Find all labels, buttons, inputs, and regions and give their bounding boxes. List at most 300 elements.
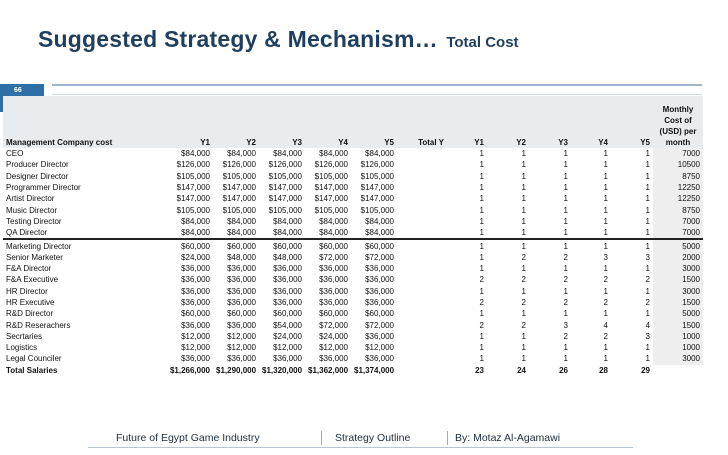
year-cost-cell: $72,000 — [365, 252, 394, 262]
year-cost-cell: $36,000 — [365, 275, 394, 285]
headcount-cell: 1 — [563, 194, 568, 204]
total-y-cell — [397, 193, 447, 204]
year-cost-cell: $147,000 — [314, 194, 348, 204]
header-count-y2: Y2 — [487, 96, 529, 148]
year-cost-cell: $36,000 — [273, 354, 302, 364]
row-name: F&A Director — [6, 264, 52, 274]
row-name: R&D Director — [6, 309, 54, 319]
headcount-cell: 2 — [521, 320, 526, 330]
total-headcount-cell: 26 — [559, 365, 568, 375]
header-count-y1: Y1 — [447, 96, 487, 148]
headcount-cell: 3 — [645, 331, 650, 341]
year-cost-cell: $84,000 — [351, 227, 397, 239]
year-cost-cell: $84,000 — [319, 149, 348, 159]
year-cost-cell: $105,000 — [222, 205, 256, 215]
year-cost-cell: $12,000 — [227, 331, 256, 341]
total-y-cell — [397, 182, 447, 193]
monthly-cost-cell: 1500 — [653, 319, 703, 330]
monthly-cost-cell: 8750 — [653, 204, 703, 215]
row-name: Programmer Director — [6, 183, 81, 193]
monthly-cost-cell: 5000 — [653, 239, 703, 251]
headcount-cell: 2 — [479, 298, 484, 307]
year-cost-cell: $105,000 — [176, 171, 210, 181]
headcount-cell: 1 — [479, 354, 484, 364]
headcount-cell: 1 — [521, 149, 526, 159]
total-y-cell — [397, 171, 447, 182]
monthly-cost-cell: 12250 — [653, 193, 703, 204]
headcount-cell: 2 — [563, 275, 568, 285]
year-cost-cell: $84,000 — [365, 216, 394, 226]
year-cost-cell: $60,000 — [273, 241, 302, 251]
year-cost-cell: $147,000 — [176, 194, 210, 204]
headcount-cell: 1 — [521, 264, 526, 274]
total-year-cell: $1,374,000 — [354, 365, 395, 375]
year-cost-cell: $36,000 — [273, 286, 302, 296]
total-year-cell: $1,290,000 — [216, 365, 257, 375]
total-headcount-cell: 29 — [641, 365, 650, 375]
headcount-cell: 1 — [479, 309, 484, 319]
row-name: HR Executive — [6, 298, 55, 307]
row-name: QA Director — [3, 227, 163, 239]
headcount-cell: 1 — [563, 160, 568, 170]
headcount-cell: 1 — [479, 343, 484, 353]
headcount-cell: 1 — [563, 264, 568, 274]
year-cost-cell: $84,000 — [273, 216, 302, 226]
year-cost-cell: $36,000 — [181, 298, 210, 307]
headcount-cell: 1 — [603, 286, 608, 296]
headcount-cell: 1 — [479, 264, 484, 274]
footer-right: By: Motaz Al-Agamawi — [455, 432, 561, 444]
year-cost-cell: $36,000 — [181, 275, 210, 285]
table-row — [3, 171, 703, 182]
year-cost-cell: $60,000 — [365, 241, 394, 251]
row-name: HR Director — [6, 286, 48, 296]
year-cost-cell: $36,000 — [181, 264, 210, 274]
headcount-cell: 1 — [645, 309, 650, 319]
total-y-cell — [397, 353, 447, 364]
year-cost-cell: $36,000 — [319, 286, 348, 296]
year-cost-cell: $84,000 — [273, 149, 302, 159]
year-cost-cell: $60,000 — [273, 309, 302, 319]
headcount-cell: 2 — [479, 320, 484, 330]
headcount-cell: 1 — [479, 194, 484, 204]
year-cost-cell: $60,000 — [181, 241, 210, 251]
headcount-cell: 1 — [479, 241, 484, 251]
header-total-y: Total Y — [397, 96, 447, 148]
headcount-cell: 2 — [521, 252, 526, 262]
headcount-cell: 4 — [603, 320, 608, 330]
table-row — [3, 308, 703, 319]
total-headcount-cell: 24 — [517, 365, 526, 375]
footer-left: Future of Egypt Game Industry — [116, 432, 260, 444]
monthly-cost-cell: 10500 — [653, 159, 703, 170]
total-y-cell — [397, 308, 447, 319]
total-monthly-cell — [653, 365, 703, 376]
headcount-cell: 1 — [563, 241, 568, 251]
headcount-cell: 2 — [603, 298, 608, 307]
year-cost-cell: $126,000 — [360, 160, 394, 170]
headcount-cell: 1 — [479, 216, 484, 226]
headcount-cell: 1 — [571, 227, 611, 239]
headcount-cell: 1 — [603, 264, 608, 274]
table-row — [3, 286, 703, 297]
total-y-cell — [397, 365, 447, 376]
headcount-cell: 1 — [563, 343, 568, 353]
headcount-cell: 2 — [645, 298, 650, 307]
row-name: Artist Director — [6, 194, 55, 204]
cost-table — [3, 96, 703, 376]
headcount-cell: 1 — [603, 205, 608, 215]
slide-title — [38, 26, 519, 53]
headcount-cell: 1 — [603, 194, 608, 204]
table-row — [3, 193, 703, 204]
year-cost-cell: $126,000 — [314, 160, 348, 170]
monthly-cost-cell: 3000 — [653, 263, 703, 274]
headcount-cell: 1 — [603, 354, 608, 364]
headcount-cell: 1 — [611, 227, 653, 239]
row-name: Legal Counciler — [6, 354, 62, 364]
headcount-cell: 1 — [645, 171, 650, 181]
headcount-cell: 1 — [487, 227, 529, 239]
monthly-cost-cell: 3000 — [653, 353, 703, 364]
header-count-y5: Y5 — [611, 96, 653, 148]
monthly-cost-cell: 5000 — [653, 308, 703, 319]
headcount-cell: 1 — [603, 216, 608, 226]
table-row — [3, 263, 703, 274]
year-cost-cell: $24,000 — [273, 331, 302, 341]
total-y-cell — [397, 319, 447, 330]
headcount-cell: 1 — [563, 183, 568, 193]
total-y-cell — [397, 239, 447, 251]
year-cost-cell: $105,000 — [314, 171, 348, 181]
title-subtitle: Total Cost — [446, 34, 519, 51]
headcount-cell: 1 — [563, 354, 568, 364]
year-cost-cell: $36,000 — [365, 264, 394, 274]
year-cost-cell: $12,000 — [181, 331, 210, 341]
headcount-cell: 1 — [603, 149, 608, 159]
year-cost-cell: $147,000 — [222, 194, 256, 204]
header-y3: Y3 — [259, 96, 305, 148]
year-cost-cell: $12,000 — [319, 343, 348, 353]
headcount-cell: 3 — [603, 252, 608, 262]
table-row — [3, 227, 703, 239]
table-row — [3, 204, 703, 215]
table-row — [3, 331, 703, 342]
year-cost-cell: $84,000 — [305, 227, 351, 239]
headcount-cell: 1 — [479, 286, 484, 296]
headcount-cell: 2 — [521, 298, 526, 307]
headcount-cell: 1 — [521, 331, 526, 341]
header-y4: Y4 — [305, 96, 351, 148]
year-cost-cell: $48,000 — [273, 252, 302, 262]
year-cost-cell: $36,000 — [181, 286, 210, 296]
headcount-cell: 1 — [645, 264, 650, 274]
year-cost-cell: $84,000 — [365, 149, 394, 159]
year-cost-cell: $147,000 — [268, 183, 302, 193]
headcount-cell: 1 — [645, 354, 650, 364]
headcount-cell: 1 — [603, 309, 608, 319]
monthly-cost-cell: 1000 — [653, 342, 703, 353]
headcount-cell: 1 — [521, 343, 526, 353]
year-cost-cell: $84,000 — [181, 216, 210, 226]
year-cost-cell: $126,000 — [222, 160, 256, 170]
header-count-y4: Y4 — [571, 96, 611, 148]
year-cost-cell: $60,000 — [227, 309, 256, 319]
table-row — [3, 342, 703, 353]
table-row — [3, 297, 703, 308]
year-cost-cell: $36,000 — [227, 286, 256, 296]
year-cost-cell: $60,000 — [319, 241, 348, 251]
year-cost-cell: $105,000 — [268, 205, 302, 215]
headcount-cell: 1 — [529, 227, 571, 239]
header-y2: Y2 — [213, 96, 259, 148]
year-cost-cell: $12,000 — [181, 343, 210, 353]
year-cost-cell: $84,000 — [181, 149, 210, 159]
year-cost-cell: $105,000 — [222, 171, 256, 181]
year-cost-cell: $84,000 — [259, 227, 305, 239]
total-y-cell — [397, 227, 447, 239]
headcount-cell: 1 — [479, 171, 484, 181]
monthly-cost-cell: 1500 — [653, 274, 703, 285]
year-cost-cell: $105,000 — [314, 205, 348, 215]
year-cost-cell: $36,000 — [319, 275, 348, 285]
headcount-cell: 4 — [645, 320, 650, 330]
row-name: Marketing Director — [6, 241, 72, 251]
header-y5: Y5 — [351, 96, 397, 148]
table-row — [3, 274, 703, 285]
year-cost-cell: $126,000 — [176, 160, 210, 170]
year-cost-cell: $36,000 — [181, 354, 210, 364]
row-name: Secrtaries — [6, 331, 43, 341]
year-cost-cell: $105,000 — [268, 171, 302, 181]
year-cost-cell: $72,000 — [365, 320, 394, 330]
headcount-cell: 1 — [447, 227, 487, 239]
table-row — [3, 159, 703, 170]
year-cost-cell: $36,000 — [227, 298, 256, 307]
row-name: Testing Director — [6, 216, 62, 226]
year-cost-cell: $60,000 — [227, 241, 256, 251]
headcount-cell: 3 — [645, 252, 650, 262]
table-row — [3, 239, 703, 251]
year-cost-cell: $60,000 — [181, 309, 210, 319]
total-y-cell — [397, 216, 447, 227]
headcount-cell: 1 — [521, 354, 526, 364]
footer-divider — [88, 447, 633, 448]
table-header-row — [3, 96, 703, 148]
year-cost-cell: $36,000 — [319, 354, 348, 364]
total-row — [3, 365, 703, 376]
monthly-cost-cell: 7000 — [653, 227, 703, 239]
row-name: F&A Executive — [6, 275, 59, 285]
footer-middle: Strategy Outline — [335, 432, 411, 444]
year-cost-cell: $36,000 — [319, 264, 348, 274]
headcount-cell: 1 — [521, 160, 526, 170]
monthly-cost-cell: 1000 — [653, 331, 703, 342]
headcount-cell: 1 — [521, 216, 526, 226]
year-cost-cell: $72,000 — [319, 320, 348, 330]
year-cost-cell: $36,000 — [273, 298, 302, 307]
year-cost-cell: $147,000 — [222, 183, 256, 193]
monthly-cost-cell: 12250 — [653, 182, 703, 193]
headcount-cell: 1 — [479, 205, 484, 215]
year-cost-cell: $147,000 — [268, 194, 302, 204]
headcount-cell: 1 — [563, 216, 568, 226]
year-cost-cell: $24,000 — [181, 252, 210, 262]
total-year-cell: $1,320,000 — [262, 365, 303, 375]
headcount-cell: 1 — [645, 286, 650, 296]
headcount-cell: 1 — [563, 286, 568, 296]
headcount-cell: 2 — [603, 275, 608, 285]
row-name: Logistics — [6, 343, 38, 353]
headcount-cell: 1 — [645, 160, 650, 170]
total-headcount-cell: 23 — [475, 365, 484, 375]
footer-separator — [447, 431, 448, 445]
total-y-cell — [397, 148, 447, 159]
headcount-cell: 1 — [479, 160, 484, 170]
year-cost-cell: $105,000 — [360, 171, 394, 181]
total-y-cell — [397, 252, 447, 263]
year-cost-cell: $36,000 — [365, 298, 394, 307]
monthly-cost-cell: 3000 — [653, 286, 703, 297]
year-cost-cell: $36,000 — [181, 320, 210, 330]
headcount-cell: 2 — [479, 275, 484, 285]
year-cost-cell: $105,000 — [176, 205, 210, 215]
year-cost-cell: $126,000 — [268, 160, 302, 170]
monthly-cost-cell: 2000 — [653, 252, 703, 263]
headcount-cell: 2 — [603, 331, 608, 341]
year-cost-cell: $72,000 — [319, 252, 348, 262]
year-cost-cell: $147,000 — [176, 183, 210, 193]
row-name: Producer Director — [6, 160, 69, 170]
year-cost-cell: $48,000 — [227, 252, 256, 262]
header-monthly: Monthly Cost of (USD) per month — [653, 96, 703, 148]
headcount-cell: 1 — [521, 205, 526, 215]
year-cost-cell: $84,000 — [213, 227, 259, 239]
headcount-cell: 1 — [645, 343, 650, 353]
headcount-cell: 1 — [563, 309, 568, 319]
header-y1: Y1 — [163, 96, 213, 148]
year-cost-cell: $36,000 — [227, 264, 256, 274]
total-y-cell — [397, 204, 447, 215]
year-cost-cell: $84,000 — [227, 149, 256, 159]
year-cost-cell: $105,000 — [360, 205, 394, 215]
total-label: Total Salaries — [6, 365, 58, 375]
headcount-cell: 1 — [563, 149, 568, 159]
table-row — [3, 252, 703, 263]
year-cost-cell: $36,000 — [319, 298, 348, 307]
headcount-cell: 3 — [563, 320, 568, 330]
total-y-cell — [397, 331, 447, 342]
header-label: Management Company cost — [3, 96, 163, 148]
headcount-cell: 1 — [479, 331, 484, 341]
year-cost-cell: $147,000 — [314, 183, 348, 193]
year-cost-cell: $36,000 — [365, 286, 394, 296]
headcount-cell: 1 — [645, 149, 650, 159]
row-name: Designer Director — [6, 171, 69, 181]
headcount-cell: 1 — [645, 183, 650, 193]
monthly-cost-cell: 8750 — [653, 171, 703, 182]
total-y-cell — [397, 342, 447, 353]
headcount-cell: 1 — [645, 216, 650, 226]
header-count-y3: Y3 — [529, 96, 571, 148]
year-cost-cell: $36,000 — [273, 275, 302, 285]
headcount-cell: 1 — [645, 205, 650, 215]
year-cost-cell: $84,000 — [163, 227, 213, 239]
year-cost-cell: $12,000 — [227, 343, 256, 353]
headcount-cell: 1 — [563, 205, 568, 215]
year-cost-cell: $36,000 — [365, 331, 394, 341]
row-name: R&D Reserachers — [6, 320, 71, 330]
headcount-cell: 1 — [645, 241, 650, 251]
title-main: Suggested Strategy & Mechanism… — [38, 26, 438, 52]
year-cost-cell: $24,000 — [319, 331, 348, 341]
total-y-cell — [397, 159, 447, 170]
year-cost-cell: $60,000 — [365, 309, 394, 319]
year-cost-cell: $36,000 — [227, 275, 256, 285]
total-year-cell: $1,266,000 — [169, 365, 210, 375]
headcount-cell: 1 — [603, 160, 608, 170]
headcount-cell: 1 — [521, 183, 526, 193]
monthly-cost-cell: 7000 — [653, 216, 703, 227]
year-cost-cell: $36,000 — [273, 264, 302, 274]
row-name: Music Director — [6, 205, 58, 215]
year-cost-cell: $147,000 — [360, 183, 394, 193]
year-cost-cell: $147,000 — [360, 194, 394, 204]
total-y-cell — [397, 286, 447, 297]
year-cost-cell: $36,000 — [227, 320, 256, 330]
total-y-cell — [397, 263, 447, 274]
year-cost-cell: $60,000 — [319, 309, 348, 319]
headcount-cell: 2 — [645, 275, 650, 285]
headcount-cell: 1 — [603, 171, 608, 181]
year-cost-cell: $36,000 — [227, 354, 256, 364]
slide-number: 66 — [14, 87, 22, 94]
headcount-cell: 1 — [479, 252, 484, 262]
headcount-cell: 1 — [479, 149, 484, 159]
table-row — [3, 216, 703, 227]
divider — [52, 84, 702, 86]
table-row — [3, 148, 703, 159]
headcount-cell: 1 — [479, 183, 484, 193]
year-cost-cell: $54,000 — [273, 320, 302, 330]
total-y-cell — [397, 297, 447, 308]
divider — [52, 94, 702, 95]
headcount-cell: 2 — [563, 331, 568, 341]
monthly-cost-cell: 1500 — [653, 297, 703, 308]
year-cost-cell: $84,000 — [227, 216, 256, 226]
headcount-cell: 2 — [563, 252, 568, 262]
monthly-cost-cell: 7000 — [653, 148, 703, 159]
year-cost-cell: $12,000 — [273, 343, 302, 353]
footer-separator — [321, 431, 322, 445]
headcount-cell: 1 — [521, 309, 526, 319]
headcount-cell: 1 — [521, 286, 526, 296]
headcount-cell: 1 — [521, 194, 526, 204]
year-cost-cell: $12,000 — [365, 343, 394, 353]
row-name: Senior Marketer — [6, 252, 63, 262]
row-name: CEO — [6, 149, 24, 159]
year-cost-cell: $36,000 — [365, 354, 394, 364]
table-row — [3, 353, 703, 364]
table-row — [3, 182, 703, 193]
total-headcount-cell: 28 — [599, 365, 608, 375]
headcount-cell: 1 — [521, 241, 526, 251]
year-cost-cell: $84,000 — [319, 216, 348, 226]
headcount-cell: 1 — [603, 343, 608, 353]
total-year-cell: $1,362,000 — [308, 365, 349, 375]
headcount-cell: 2 — [563, 298, 568, 307]
headcount-cell: 1 — [603, 183, 608, 193]
